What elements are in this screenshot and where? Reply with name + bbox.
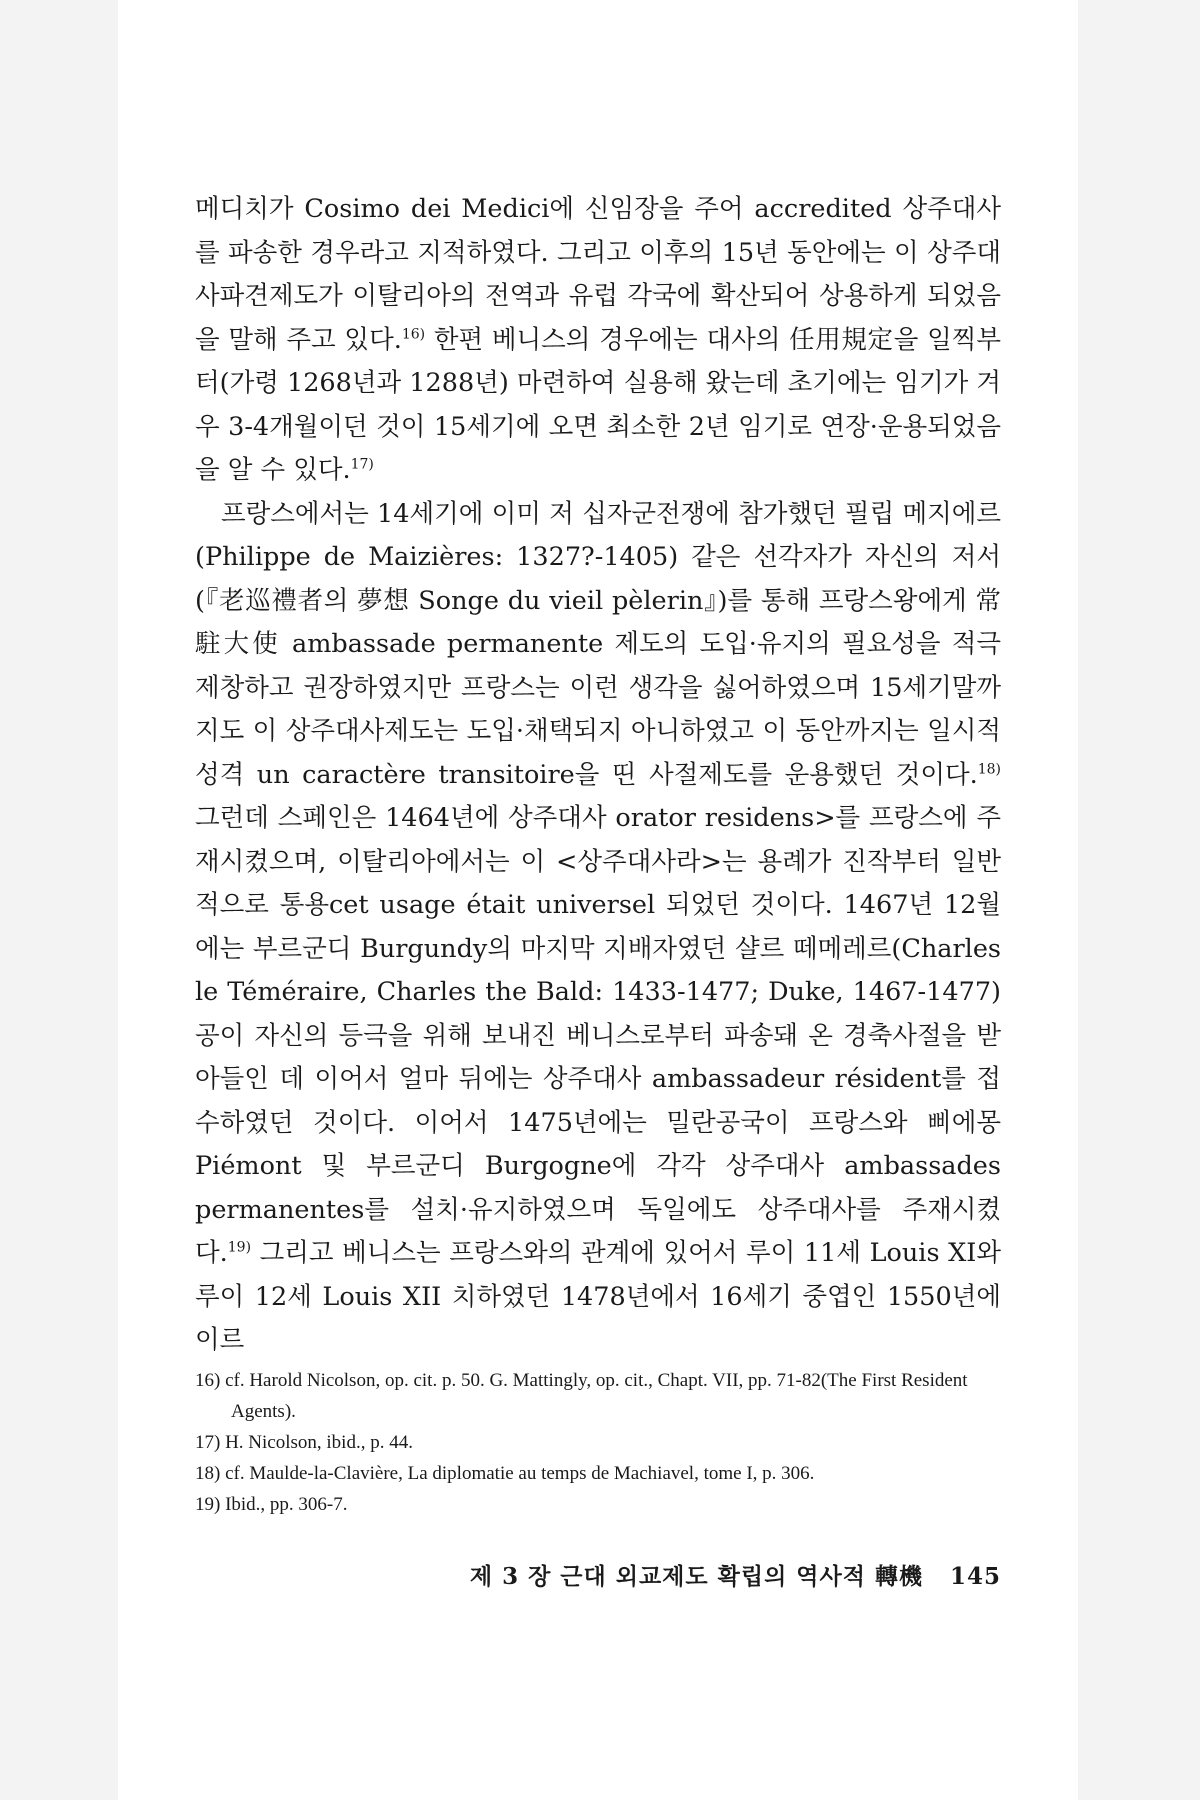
- book-page: [118, 0, 1078, 1800]
- footnote-ref-16: 16): [401, 326, 426, 342]
- paragraph-2: 프랑스에서는 14세기에 이미 저 십자군전쟁에 참가했던 필립 메지에르(Philippe de Maizières: 1327?-1405) 같은 선각자가 자신의 저서(『老巡禮者의 夢想 Songe du vieil pèlerin』)를 통해 프랑스왕에게 常駐大使 ambassade permanente 제도의 도입·유지의 필요성을 적극 제창하고 권장하였지만 프랑스는 이런 생각을 싫어하였으며 15세기말까지도 이 상주대사제도는 도입·채택되지 아니하였고 이 동안까지는 일시적 성격 un caractère transitoire을 띤 사절제도를 운용했던 것이다.$^{18)}$ 그런데 스페인은 1464년에 상주대사 orator residens>를 프랑스에 주재시켰으며, 이탈리아에서는 이 <상주대사라>는 용례가 진작부터 일반적으로 통용cet usage était universel 되었던 것이다. 1467년 12월에는 부르군디 Burgundy의 마지막 지배자였던 샬르 떼메레르(Charles le Téméraire, Charles the Bald: 1433-1477; Duke, 1467-1477)공이 자신의 등극을 위해 보내진 베니스로부터 파송돼 온 경축사절을 받아들인 데 이어서 얼마 뒤에는 상주대사 ambassadeur résident를 접수하였던 것이다. 이어서 1475년에는 밀란공국이 프랑스와 삐에몽 Piémont 및 부르군디 Burgogne에 각각 상주대사 ambassades permanentes를 설치·유지하였으며 독일에도 상주대사를 주재시켰다.$^{19)}$ 그리고 베니스는 프랑스와의 관계에 있어서 루이 11세 Louis XI와 루이 12세 Louis XII 치하였던 1478년에서 16세기 중엽인 1550년에 이르: [195, 498, 1001, 1355]
- footnote-ref-17: 17): [350, 456, 374, 473]
- footnote-ref-19: 19): [227, 1239, 252, 1256]
- body-text: [195, 188, 1001, 1363]
- running-footer: [195, 1558, 1001, 1591]
- footnote-16: 16) cf. Harold Nicolson, op. cit. p. 50. G. Mattingly, op. cit., Chapt. VII, pp. 71-82(The First Resident Agents).: [195, 1370, 968, 1422]
- footnote-ref-18: 18): [977, 761, 1001, 777]
- footnote-18: 18) cf. Maulde-la-Clavière, La diplomatie au temps de Machiavel, tome I, p. 306.: [195, 1463, 815, 1484]
- footnote-19: 19) Ibid., pp. 306-7.: [195, 1494, 348, 1515]
- page-number: 145: [949, 1563, 1001, 1590]
- paragraph-1: 메디치가 Cosimo dei Medici에 신임장을 주어 accredited 상주대사를 파송한 경우라고 지적하였다. 그리고 이후의 15년 동안에는 이 상주대사파견제도가 이탈리아의 전역과 유럽 각국에 확산되어 상용하게 되었음을 말해 주고 있다.$^{16)}$ 한편 베니스의 경우에는 대사의 任用規定을 일찍부터(가령 1268년과 1288년) 마련하여 실용해 왔는데 초기에는 임기가 겨우 3-4개월이던 것이 15세기에 오면 최소한 2년 임기로 연장·운용되었음을 알 수 있다.$^{17)}$: [195, 194, 1001, 485]
- footnotes: [195, 1365, 1001, 1520]
- chapter-title: 제 3 장 근대 외교제도 확립의 역사적 轉機: [469, 1563, 923, 1590]
- footnote-17: 17) H. Nicolson, ibid., p. 44.: [195, 1432, 413, 1453]
